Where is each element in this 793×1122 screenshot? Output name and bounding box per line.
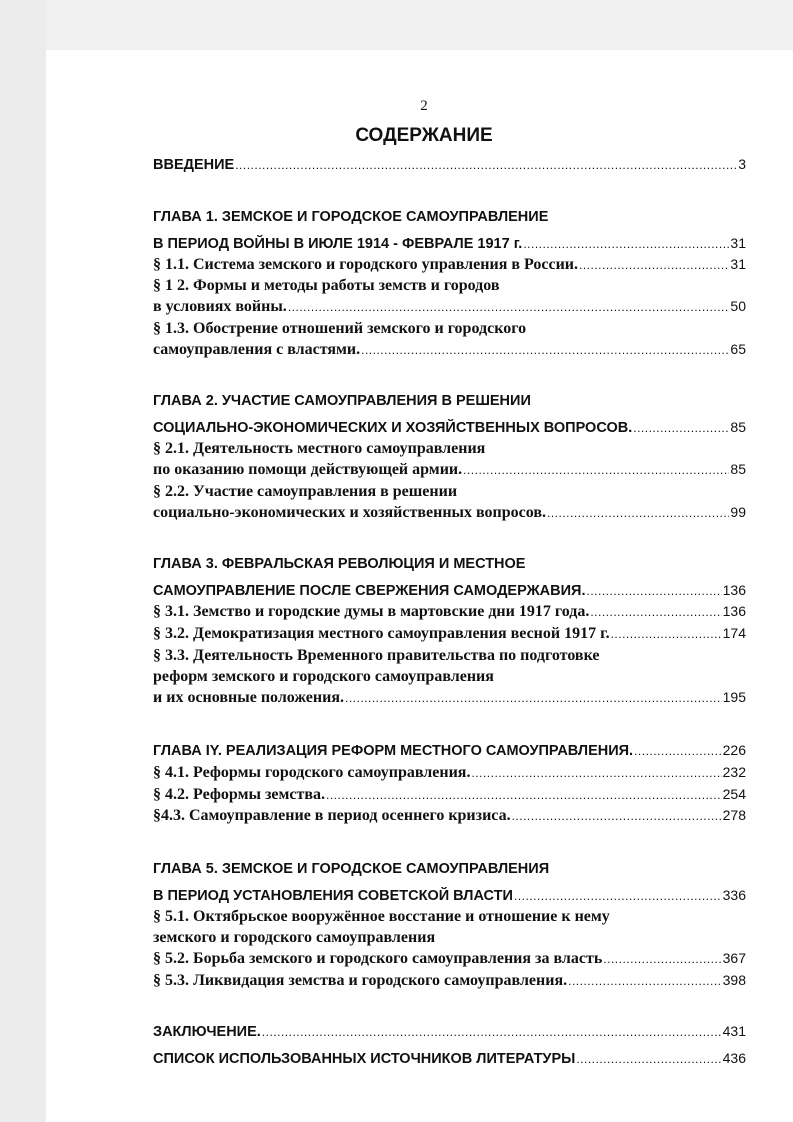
toc-entry-label: реформ земского и городского самоуправления: [153, 668, 494, 685]
toc-entry-label: и их основные положения.: [153, 689, 344, 706]
toc-entry-label: в условиях войны.: [153, 298, 287, 315]
toc-section-1-2[interactable]: [153, 277, 746, 298]
toc-section-2-1[interactable]: [153, 440, 746, 461]
scan-margin-top: [0, 0, 793, 50]
toc-page-number: 367: [722, 950, 746, 966]
toc-chapter-1-heading-end[interactable]: [153, 235, 746, 256]
toc-entry-conclusion[interactable]: [153, 1023, 746, 1044]
toc-page-number: 65: [730, 341, 746, 357]
dot-leader: [463, 463, 729, 477]
toc-page-number: 136: [722, 582, 746, 598]
toc-entry-label: ГЛАВА 2. УЧАСТИЕ САМОУПРАВЛЕНИЯ В РЕШЕНИИ: [153, 393, 531, 409]
dot-leader: [345, 691, 722, 705]
dot-leader: [326, 788, 722, 802]
dot-leader: [514, 889, 722, 903]
toc-section-3-3[interactable]: [153, 647, 746, 668]
toc-entry-label: § 3.1. Земство и городские думы в мартовские дни 1917 года.: [153, 603, 590, 620]
toc-section-1-3[interactable]: [153, 320, 746, 341]
toc-entry-label: ГЛАВА 3. ФЕВРАЛЬСКАЯ РЕВОЛЮЦИЯ И МЕСТНОЕ: [153, 556, 526, 572]
toc-entry-label: § 5.2. Борьба земского и городского самоуправления за власть: [153, 950, 603, 967]
toc-entry-label: § 4.2. Реформы земства.: [153, 786, 326, 803]
toc-chapter-5-heading-end[interactable]: [153, 887, 746, 908]
toc-entry-label: земского и городского самоуправления: [153, 929, 436, 946]
toc-entry-label: самоуправления с властями.: [153, 341, 361, 358]
toc-page-number: 254: [722, 786, 746, 802]
toc-page-number: 99: [730, 504, 746, 520]
toc-entry-label: социально-экономических и хозяйственных вопросов.: [153, 504, 547, 521]
toc-section-1-2-end[interactable]: [153, 298, 746, 319]
toc-section-1-1[interactable]: [153, 256, 746, 277]
dot-leader: [523, 237, 729, 251]
toc-page-number: 195: [722, 689, 746, 705]
toc-page-number: 398: [722, 972, 746, 988]
toc-entry-label: ГЛАВА 5. ЗЕМСКОЕ И ГОРОДСКОЕ САМОУПРАВЛЕНИЯ: [153, 861, 550, 877]
toc-chapter-2-heading-end[interactable]: [153, 419, 746, 440]
toc-entry-label: ЗАКЛЮЧЕНИЕ.: [153, 1024, 261, 1040]
toc-entry-label: § 2.1. Деятельность местного самоуправления: [153, 440, 486, 457]
toc-page-number: 136: [722, 603, 746, 619]
toc-entry-label: § 1.1. Система земского и городского управления в России.: [153, 256, 578, 273]
dot-leader: [288, 300, 730, 314]
dot-leader: [235, 158, 737, 172]
toc-entry-label: СОЦИАЛЬНО-ЭКОНОМИЧЕСКИХ И ХОЗЯЙСТВЕННЫХ ВОПРОСОВ.: [153, 420, 633, 436]
toc-section-4-3[interactable]: [153, 807, 746, 828]
toc-page-number: 50: [730, 298, 746, 314]
toc-page-number: 336: [722, 887, 746, 903]
dot-leader: [634, 744, 722, 758]
toc-entry-label: § 3.3. Деятельность Временного правительства по подготовке: [153, 647, 600, 664]
toc-section-4-1[interactable]: [153, 764, 746, 785]
toc-entry-label: § 5.3. Ликвидация земства и городского самоуправления.: [153, 972, 568, 989]
toc-entry-label: § 2.2. Участие самоуправления в решении: [153, 483, 458, 500]
toc-entry-label: по оказанию помощи действующей армии.: [153, 461, 463, 478]
page-number: 2: [420, 98, 428, 114]
dot-leader: [590, 605, 721, 619]
toc-entry-label: ГЛАВА 1. ЗЕМСКОЕ И ГОРОДСКОЕ САМОУПРАВЛЕНИЕ: [153, 209, 549, 225]
toc-section-5-2[interactable]: [153, 950, 746, 971]
toc-chapter-1-heading[interactable]: [153, 209, 746, 230]
dot-leader: [603, 952, 721, 966]
toc-chapter-3-heading-end[interactable]: [153, 582, 746, 603]
toc-page-number: 85: [730, 461, 746, 477]
toc-entry-label: ВВЕДЕНИЕ: [153, 157, 235, 173]
toc-section-3-2[interactable]: [153, 625, 746, 646]
toc-section-3-3-end[interactable]: [153, 689, 746, 710]
toc-section-4-2[interactable]: [153, 786, 746, 807]
toc-section-2-1-end[interactable]: [153, 461, 746, 482]
dot-leader: [471, 766, 721, 780]
dot-leader: [361, 343, 729, 357]
toc-section-3-1[interactable]: [153, 603, 746, 624]
dot-leader: [633, 421, 729, 435]
dot-leader: [576, 1052, 721, 1066]
toc-entry-label: § 4.1. Реформы городского самоуправления.: [153, 764, 471, 781]
toc-chapter-3-heading[interactable]: [153, 556, 746, 577]
toc-entry-label: СПИСОК ИСПОЛЬЗОВАННЫХ ИСТОЧНИКОВ ЛИТЕРАТУРЫ: [153, 1051, 576, 1067]
dot-leader: [587, 584, 722, 598]
dot-leader: [512, 809, 722, 823]
toc-page-number: 226: [722, 742, 746, 758]
dot-leader: [547, 506, 729, 520]
toc-entry-label: § 3.2. Демократизация местного самоуправления весной 1917 г.: [153, 625, 610, 642]
toc-section-2-2-end[interactable]: [153, 504, 746, 525]
toc-entry-label: ГЛАВА IY. РЕАЛИЗАЦИЯ РЕФОРМ МЕСТНОГО САМОУПРАВЛЕНИЯ.: [153, 743, 634, 759]
toc-section-3-3-cont[interactable]: [153, 668, 746, 689]
toc-page-number: 31: [730, 235, 746, 251]
toc-page-number: 436: [722, 1050, 746, 1066]
toc-section-1-3-end[interactable]: [153, 341, 746, 362]
page-title: СОДЕРЖАНИЕ: [355, 125, 493, 146]
toc-entry-label: § 5.1. Октябрьское вооружённое восстание и отношение к нему: [153, 908, 610, 925]
toc-section-5-3[interactable]: [153, 972, 746, 993]
dot-leader: [611, 627, 722, 641]
toc-entry-label: В ПЕРИОД ВОЙНЫ В ИЮЛЕ 1914 - ФЕВРАЛЕ 1917 г.: [153, 236, 523, 252]
toc-page-number: 85: [730, 419, 746, 435]
toc-section-2-2[interactable]: [153, 483, 746, 504]
toc-chapter-2-heading[interactable]: [153, 393, 746, 414]
dot-leader: [568, 974, 722, 988]
toc-page-number: 174: [722, 625, 746, 641]
toc-entry-label: § 1.3. Обострение отношений земского и городского: [153, 320, 527, 337]
toc-page-number: 278: [722, 807, 746, 823]
toc-page-number: 232: [722, 764, 746, 780]
toc-entry-label: В ПЕРИОД УСТАНОВЛЕНИЯ СОВЕТСКОЙ ВЛАСТИ: [153, 888, 513, 904]
toc-entry-intro[interactable]: [153, 156, 746, 177]
toc-section-5-1[interactable]: [153, 908, 746, 929]
toc-entry-label: САМОУПРАВЛЕНИЕ ПОСЛЕ СВЕРЖЕНИЯ САМОДЕРЖАВИЯ.: [153, 583, 586, 599]
scan-margin-left: [0, 0, 46, 1122]
toc-section-5-1-end[interactable]: [153, 929, 746, 950]
toc-chapter-5-heading[interactable]: [153, 861, 746, 882]
toc-page-number: 431: [722, 1023, 746, 1039]
toc-entry-label: §4.3. Самоуправление в период осеннего кризиса.: [153, 807, 511, 824]
dot-leader: [579, 258, 729, 272]
toc-entry-sources[interactable]: [153, 1050, 746, 1071]
toc-page-number: 3: [738, 156, 746, 172]
toc-chapter-4-heading[interactable]: [153, 742, 746, 763]
toc-page-number: 31: [730, 256, 746, 272]
toc-entry-label: § 1 2. Формы и методы работы земств и городов: [153, 277, 500, 294]
dot-leader: [262, 1025, 722, 1039]
